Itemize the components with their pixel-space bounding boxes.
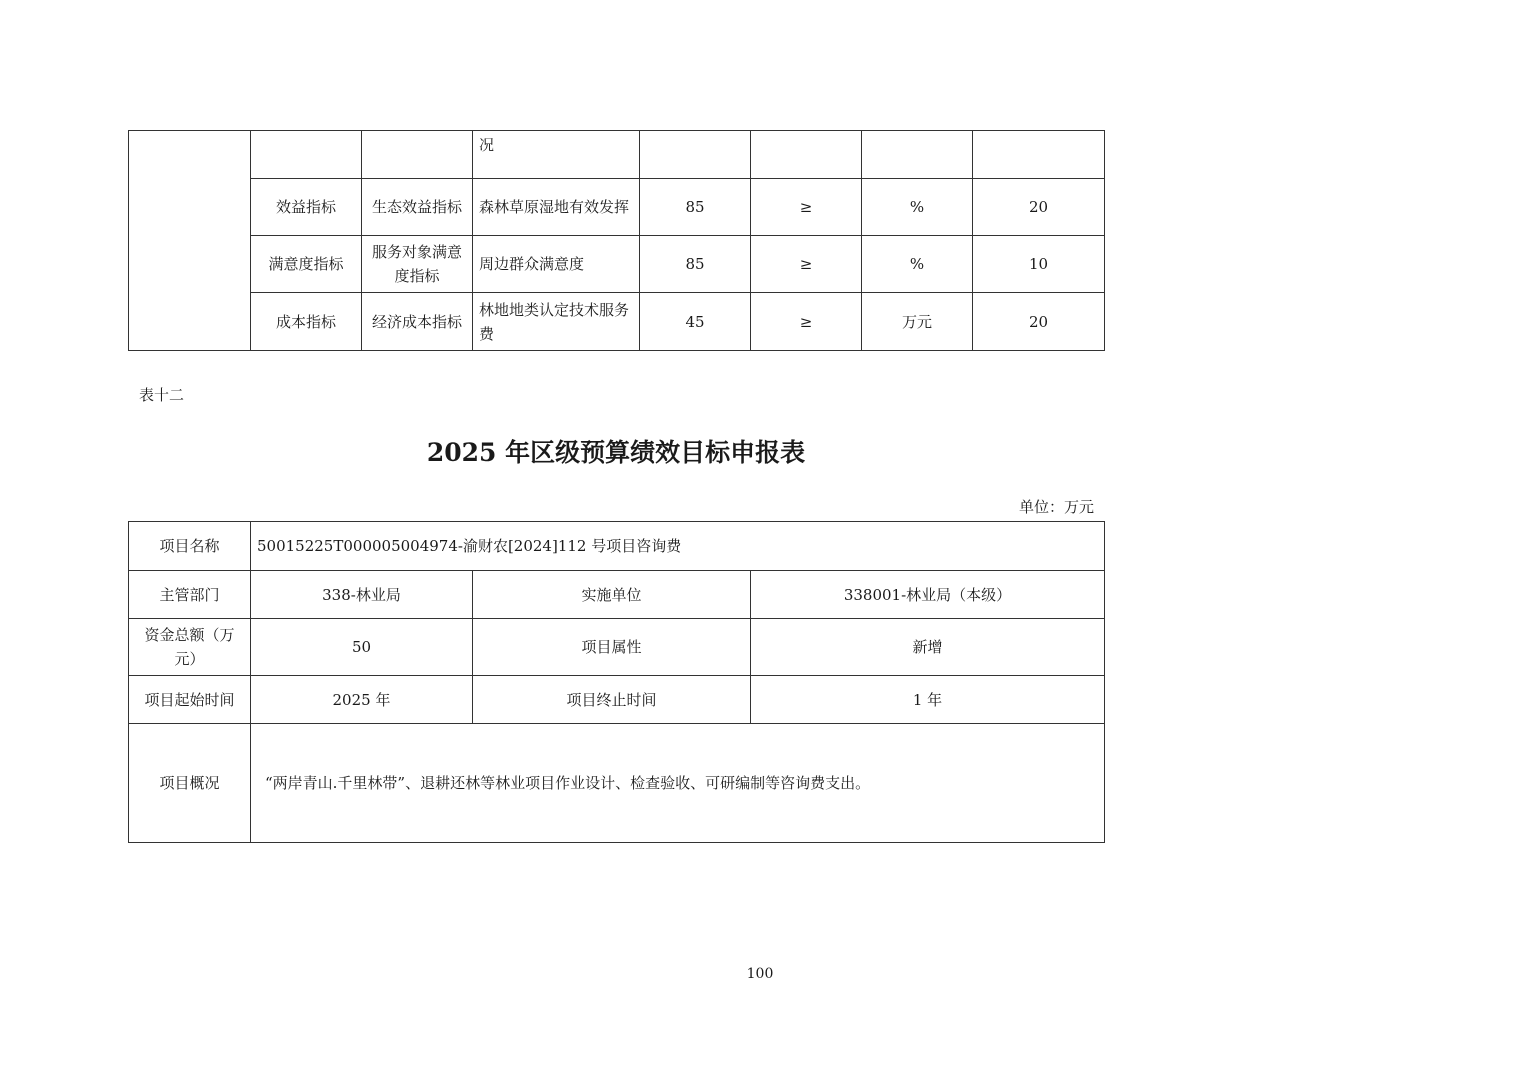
dept-value: 338-林业局	[251, 571, 473, 619]
indicator-l1-cell: 满意度指标	[251, 236, 362, 293]
impl-unit-label: 实施单位	[473, 571, 751, 619]
table-row	[129, 131, 1105, 179]
start-time-value: 2025 年	[251, 676, 473, 724]
table-row	[129, 619, 1105, 676]
table-row	[129, 724, 1105, 843]
table-row	[129, 236, 1105, 293]
impl-unit-value: 338001-林业局（本级）	[751, 571, 1105, 619]
project-info-table	[128, 521, 1105, 843]
indicator-l2-cell: 服务对象满意度指标	[362, 236, 473, 293]
overview-value: “两岸青山.千里林带”、退耕还林等林业项目作业设计、检查验收、可研编制等咨询费支出。	[251, 724, 1105, 843]
operator-cell: ≥	[751, 179, 862, 236]
project-attr-value: 新增	[751, 619, 1105, 676]
unit-cell: %	[862, 236, 973, 293]
weight-cell: 20	[973, 293, 1105, 351]
indicator-l3-cell: 林地地类认定技术服务费	[473, 293, 640, 351]
project-name-value: 50015225T000005004974-渝财农[2024]112 号项目咨询费	[251, 522, 1105, 571]
funds-total-label: 资金总额（万元）	[129, 619, 251, 676]
overview-label: 项目概况	[129, 724, 251, 843]
indicator-l1-cell	[251, 131, 362, 179]
target-value-cell: 85	[640, 236, 751, 293]
unit-label: 单位：万元	[1018, 498, 1094, 516]
weight-cell	[973, 131, 1105, 179]
indicator-l1-cell: 效益指标	[251, 179, 362, 236]
continued-indicator-table	[128, 130, 1105, 351]
indicator-l3-cell: 周边群众满意度	[473, 236, 640, 293]
table-row	[129, 571, 1105, 619]
page-title: 2025 年区级预算绩效目标申报表	[426, 438, 806, 467]
target-value-cell: 85	[640, 179, 751, 236]
project-attr-label: 项目属性	[473, 619, 751, 676]
indicator-l3-cell: 森林草原湿地有效发挥	[473, 179, 640, 236]
start-time-label: 项目起始时间	[129, 676, 251, 724]
category-cell	[129, 131, 251, 351]
table-number-label: 表十二	[139, 386, 185, 404]
target-value-cell	[640, 131, 751, 179]
unit-cell: 万元	[862, 293, 973, 351]
project-name-label: 项目名称	[129, 522, 251, 571]
weight-cell: 10	[973, 236, 1105, 293]
unit-cell	[862, 131, 973, 179]
indicator-l2-cell: 生态效益指标	[362, 179, 473, 236]
dept-label: 主管部门	[129, 571, 251, 619]
indicator-l2-cell	[362, 131, 473, 179]
table-row	[129, 179, 1105, 236]
operator-cell: ≥	[751, 293, 862, 351]
target-value-cell: 45	[640, 293, 751, 351]
table-row	[129, 293, 1105, 351]
table-row	[129, 522, 1105, 571]
indicator-l3-cell: 况	[473, 131, 640, 179]
end-time-label: 项目终止时间	[473, 676, 751, 724]
operator-cell: ≥	[751, 236, 862, 293]
operator-cell	[751, 131, 862, 179]
indicator-l2-cell: 经济成本指标	[362, 293, 473, 351]
table-row	[129, 676, 1105, 724]
end-time-value: 1 年	[751, 676, 1105, 724]
weight-cell: 20	[973, 179, 1105, 236]
unit-cell: %	[862, 179, 973, 236]
indicator-l1-cell: 成本指标	[251, 293, 362, 351]
funds-total-value: 50	[251, 619, 473, 676]
page-number: 100	[746, 966, 774, 982]
